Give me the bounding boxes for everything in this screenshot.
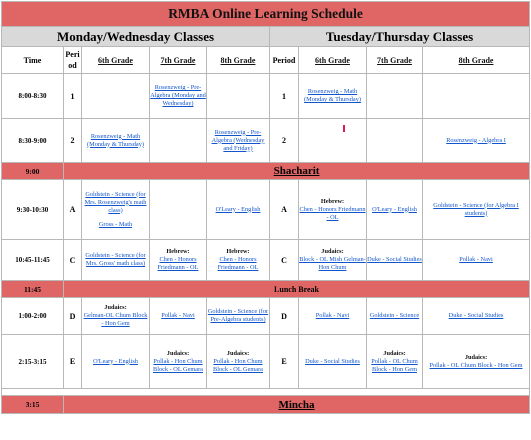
class-cell-empty [423, 74, 530, 119]
class-link[interactable]: Pollak - Navi [161, 312, 195, 319]
class-cell-empty [150, 180, 207, 240]
time-cell: 11:45 [2, 281, 64, 298]
time-cell: 1:00-2:00 [2, 298, 64, 335]
time-cell: 10:45-11:45 [2, 240, 64, 281]
class-link[interactable]: O'Leary - English [372, 205, 417, 213]
class-link[interactable]: Goldstein - Science (for Mrs. Gross' math class) [85, 252, 146, 267]
class-link[interactable]: Rosenzweig - Pre-Algebra (Monday and Wednesday) [150, 84, 206, 107]
spacer-row [2, 389, 530, 396]
class-link[interactable]: Duke - Social Studies [448, 312, 504, 319]
schedule-row-2-15 [2, 335, 530, 389]
grade8-header-tt: 8th Grade [423, 47, 530, 74]
period-cell: C [64, 240, 82, 281]
time-cell: 8:30-9:00 [2, 119, 64, 163]
mincha-row [2, 396, 530, 414]
class-link[interactable]: O'Leary - English [93, 357, 138, 365]
class-link[interactable]: Rosenzweig - Algebra I [446, 136, 506, 144]
class-link[interactable]: Goldstein - Science [369, 312, 420, 319]
lunch-row [2, 281, 530, 298]
class-link[interactable]: Duke - Social Studies [305, 357, 360, 365]
grade7-header-tt: 7th Grade [367, 47, 423, 74]
class-link[interactable]: Rosenzweig - Pre-Algebra (Wednesday and Friday) [211, 128, 265, 152]
lunch-label: Lunch Break [64, 281, 530, 298]
time-cell: 9:30-10:30 [2, 180, 64, 240]
period-header-tt: Period [270, 47, 299, 74]
day-group-tue-thu: Tuesday/Thursday Classes [270, 27, 530, 47]
class-cell-empty [299, 119, 367, 163]
period-cell: C [270, 240, 299, 281]
class-cell-empty [207, 74, 270, 119]
day-group-mon-wed: Monday/Wednesday Classes [2, 27, 270, 47]
class-link[interactable]: Duke - Social Studies [367, 256, 422, 263]
class-link[interactable]: Pollak - Navi [315, 312, 350, 319]
subject-heading: Judaics: [226, 349, 250, 357]
schedule-row-8-30 [2, 119, 530, 163]
period-cell: E [270, 335, 299, 389]
title-row [2, 2, 530, 27]
time-cell: 8:00-8:30 [2, 74, 64, 119]
class-link[interactable]: Gross - Math [98, 220, 133, 228]
schedule-row-10-45 [2, 240, 530, 281]
period-cell: D [64, 298, 82, 335]
period-cell: 2 [270, 119, 299, 163]
subject-heading: Judaics: [104, 304, 127, 311]
column-header-row [2, 47, 530, 74]
grade7-header-mw: 7th Grade [150, 47, 207, 74]
class-cell-empty [82, 74, 150, 119]
class-link[interactable]: Pollak - Navi [459, 256, 493, 263]
class-cell-empty [367, 74, 423, 119]
period-cell: D [270, 298, 299, 335]
class-link[interactable]: Rosenzweig - Math (Monday & Thursday) [87, 132, 144, 148]
subject-heading: Judaics: [383, 349, 406, 357]
class-cell-empty [150, 119, 207, 163]
cursor-marker [343, 125, 345, 132]
class-link[interactable]: Goldstein - Science (for Algebra I students) [433, 201, 519, 217]
class-link[interactable]: Pollak - OL Chum Block - Hon Gem [371, 357, 418, 373]
subject-heading: Judaics: [464, 353, 488, 361]
time-cell: 9:00 [2, 163, 64, 180]
grade6-header-mw: 6th Grade [82, 47, 150, 74]
mincha-label: Mincha [64, 396, 530, 414]
schedule-sheet [1, 1, 529, 414]
grade8-header-mw: 8th Grade [207, 47, 270, 74]
class-link[interactable]: Goldstein - Science (for Mrs. Rosenzweig's math class) [84, 190, 147, 214]
period-cell: 1 [64, 74, 82, 119]
schedule-row-1-00 [2, 298, 530, 335]
subject-heading: Hebrew: [166, 248, 190, 255]
period-cell: A [64, 180, 82, 240]
shacharit-label: Shacharit [64, 163, 530, 180]
class-link[interactable]: O'Leary - English [215, 205, 261, 213]
day-group-row [2, 27, 530, 47]
schedule-row-9-30 [2, 180, 530, 240]
grade6-header-tt: 6th Grade [299, 47, 367, 74]
class-link[interactable]: Block - OL Mish Gelman-Hon Chum [299, 256, 366, 271]
class-link[interactable]: Pollak - OL Chum Block - Hon Gem [429, 361, 523, 369]
subject-heading: Judaics: [321, 248, 344, 255]
period-header: Peri od [64, 47, 82, 74]
class-link[interactable]: Goldstein - Science (for Pre-Algebra students) [207, 308, 269, 323]
class-link[interactable]: Chen - Honors Friedmann - OL [157, 256, 199, 271]
class-cell-empty [367, 119, 423, 163]
subject-heading: Hebrew: [226, 248, 250, 255]
period-cell: E [64, 335, 82, 389]
schedule-title: RMBA Online Learning Schedule [2, 2, 530, 27]
subject-heading: Hebrew: [320, 197, 345, 205]
period-cell: 2 [64, 119, 82, 163]
class-link[interactable]: Pollak - Hon Chum Block - OL Gemara [213, 357, 263, 373]
period-cell: 1 [270, 74, 299, 119]
class-link[interactable]: Rosenzweig - Math (Monday & Thursday) [304, 88, 361, 103]
class-link[interactable]: Chen - Honors Friedmann - OL [217, 256, 259, 271]
time-header: Time [2, 47, 64, 74]
period-cell: A [270, 180, 299, 240]
time-cell: 2:15-3:15 [2, 335, 64, 389]
schedule-table [1, 1, 530, 414]
time-cell: 3:15 [2, 396, 64, 414]
class-link[interactable]: Chen - Honors Friedmann - OL [299, 205, 366, 221]
class-link[interactable]: Pollak - Hon Chum Block - OL Gemara [153, 357, 203, 373]
schedule-row-8-00 [2, 74, 530, 119]
class-link[interactable]: Gelman-OL Chum Block - Hon Gem [83, 312, 148, 327]
subject-heading: Judaics: [166, 349, 190, 357]
shacharit-row [2, 163, 530, 180]
